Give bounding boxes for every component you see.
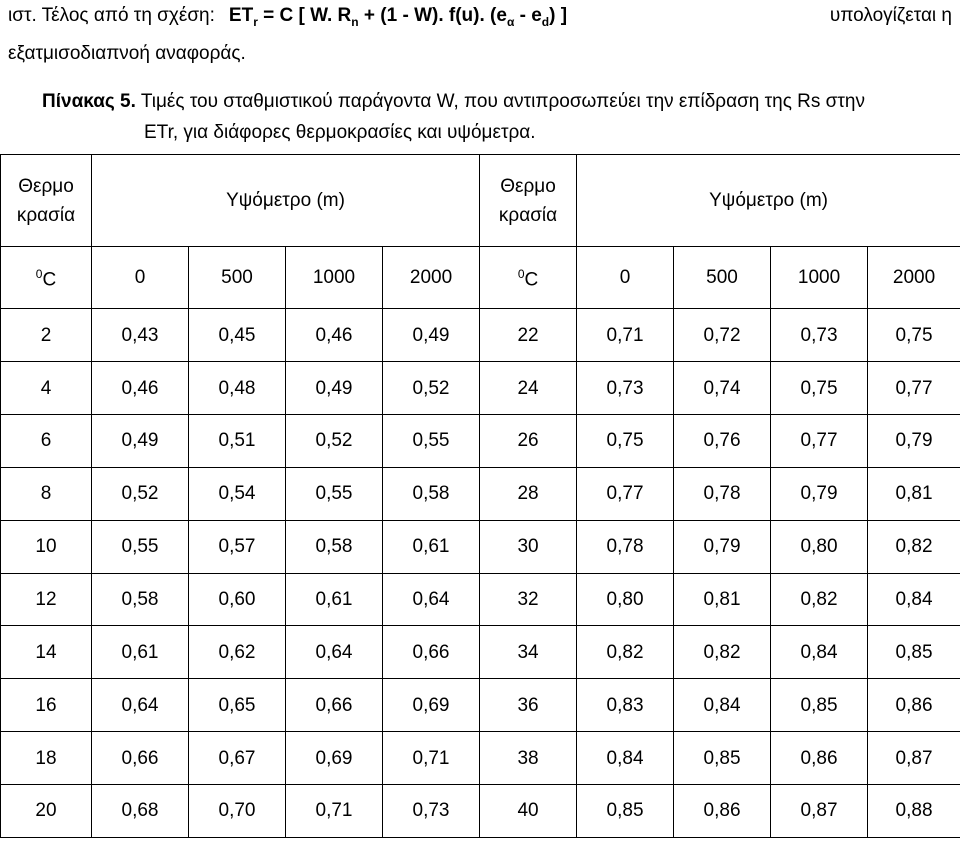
temperature-cell: 30 — [480, 520, 577, 573]
table-row — [1, 784, 960, 837]
w-value-cell: 0,69 — [383, 679, 480, 732]
caption-text: Τιμές του σταθμιστικού παράγοντα W, που αντιπροσωπεύει την επίδραση της Rs στην — [135, 91, 865, 112]
w-value-cell: 0,45 — [189, 309, 286, 362]
w-value-cell: 0,86 — [868, 679, 960, 732]
w-value-cell: 0,83 — [577, 679, 674, 732]
altitude-header-right: Υψόμετρο (m) — [577, 155, 960, 247]
table-row — [1, 414, 960, 467]
intro-lead-text: ιστ. Τέλος από τη σχέση: — [8, 5, 215, 26]
w-value-cell: 0,71 — [577, 309, 674, 362]
et-formula: $ET_r = C$ [ W. $R_n + (1 - W)$. f(u). $(e_\alpha - e_d)$ ] — [228, 5, 568, 29]
w-value-cell: 0,66 — [92, 732, 189, 785]
w-value-cell: 0,55 — [92, 520, 189, 573]
w-value-cell: 0,73 — [577, 362, 674, 415]
unit-cell-right: $^0$C — [480, 247, 577, 309]
w-value-cell: 0,48 — [189, 362, 286, 415]
w-value-cell: 0,71 — [286, 784, 383, 837]
w-value-cell: 0,75 — [771, 362, 868, 415]
w-value-cell: 0,87 — [771, 784, 868, 837]
w-value-cell: 0,68 — [92, 784, 189, 837]
w-value-cell: 0,84 — [577, 732, 674, 785]
caption-line-1 — [42, 86, 952, 117]
altitude-cell: 500 — [674, 247, 771, 309]
intro-line-1-left — [8, 0, 567, 38]
temperature-cell: 28 — [480, 467, 577, 520]
altitude-cell: 0 — [92, 247, 189, 309]
temperature-cell: 12 — [1, 573, 92, 626]
w-value-cell: 0,82 — [674, 626, 771, 679]
w-value-cell: 0,64 — [286, 626, 383, 679]
w-value-cell: 0,85 — [771, 679, 868, 732]
temperature-cell: 34 — [480, 626, 577, 679]
w-value-cell: 0,62 — [189, 626, 286, 679]
temperature-cell: 18 — [1, 732, 92, 785]
w-value-cell: 0,84 — [674, 679, 771, 732]
intro-line-1-end: υπολογίζεται η — [829, 5, 952, 26]
units-row — [1, 247, 960, 309]
w-value-cell: 0,43 — [92, 309, 189, 362]
w-value-cell: 0,79 — [674, 520, 771, 573]
w-value-cell: 0,84 — [868, 573, 960, 626]
altitude-cell: 500 — [189, 247, 286, 309]
w-value-cell: 0,61 — [383, 520, 480, 573]
temperature-cell: 32 — [480, 573, 577, 626]
altitude-header-left: Υψόμετρο (m) — [92, 155, 480, 247]
temperature-cell: 2 — [1, 309, 92, 362]
w-value-cell: 0,73 — [383, 784, 480, 837]
temperature-cell: 22 — [480, 309, 577, 362]
temperature-cell: 6 — [1, 414, 92, 467]
w-value-cell: 0,46 — [286, 309, 383, 362]
w-value-cell: 0,49 — [383, 309, 480, 362]
w-value-cell: 0,75 — [868, 309, 960, 362]
w-value-cell: 0,52 — [383, 362, 480, 415]
altitude-cell: 1000 — [771, 247, 868, 309]
w-value-cell: 0,58 — [286, 520, 383, 573]
intro-text — [8, 0, 952, 70]
altitude-cell: 1000 — [286, 247, 383, 309]
w-value-cell: 0,52 — [92, 467, 189, 520]
w-value-cell: 0,71 — [383, 732, 480, 785]
w-value-cell: 0,46 — [92, 362, 189, 415]
w-value-cell: 0,64 — [92, 679, 189, 732]
w-value-cell: 0,85 — [577, 784, 674, 837]
w-value-cell: 0,72 — [674, 309, 771, 362]
table-row — [1, 520, 960, 573]
temperature-cell: 20 — [1, 784, 92, 837]
w-value-cell: 0,49 — [286, 362, 383, 415]
w-value-cell: 0,75 — [577, 414, 674, 467]
altitude-cell: 2000 — [868, 247, 960, 309]
w-value-cell: 0,82 — [771, 573, 868, 626]
w-value-cell: 0,80 — [577, 573, 674, 626]
w-value-cell: 0,88 — [868, 784, 960, 837]
temperature-header-left: Θερμο κρασία — [1, 155, 92, 247]
caption-label: Πίνακας 5. — [42, 91, 136, 112]
weighting-factor-table — [0, 154, 960, 838]
intro-line-1 — [8, 0, 952, 38]
temperature-cell: 40 — [480, 784, 577, 837]
table-row — [1, 626, 960, 679]
temperature-cell: 8 — [1, 467, 92, 520]
temperature-cell: 38 — [480, 732, 577, 785]
w-value-cell: 0,54 — [189, 467, 286, 520]
w-value-cell: 0,57 — [189, 520, 286, 573]
w-value-cell: 0,80 — [771, 520, 868, 573]
w-value-cell: 0,65 — [189, 679, 286, 732]
w-value-cell: 0,79 — [771, 467, 868, 520]
intro-line-2: εξατμισοδιαπνοή αναφοράς. — [8, 42, 246, 64]
w-value-cell: 0,82 — [868, 520, 960, 573]
table-row — [1, 467, 960, 520]
w-value-cell: 0,74 — [674, 362, 771, 415]
w-value-cell: 0,70 — [189, 784, 286, 837]
altitude-cell: 2000 — [383, 247, 480, 309]
temperature-header-right: Θερμο κρασία — [480, 155, 577, 247]
table-row — [1, 679, 960, 732]
altitude-cell: 0 — [577, 247, 674, 309]
table-row — [1, 732, 960, 785]
w-value-cell: 0,61 — [92, 626, 189, 679]
temperature-cell: 14 — [1, 626, 92, 679]
temperature-cell: 4 — [1, 362, 92, 415]
w-value-cell: 0,55 — [286, 467, 383, 520]
w-value-cell: 0,81 — [868, 467, 960, 520]
w-value-cell: 0,64 — [383, 573, 480, 626]
w-value-cell: 0,81 — [674, 573, 771, 626]
w-value-cell: 0,82 — [577, 626, 674, 679]
w-value-cell: 0,76 — [674, 414, 771, 467]
w-value-cell: 0,52 — [286, 414, 383, 467]
table-row — [1, 573, 960, 626]
temperature-cell: 26 — [480, 414, 577, 467]
w-value-cell: 0,86 — [674, 784, 771, 837]
w-value-cell: 0,85 — [868, 626, 960, 679]
w-value-cell: 0,84 — [771, 626, 868, 679]
w-value-cell: 0,86 — [771, 732, 868, 785]
header-row — [1, 155, 960, 247]
table-caption — [42, 86, 952, 148]
temperature-cell: 10 — [1, 520, 92, 573]
w-value-cell: 0,66 — [286, 679, 383, 732]
w-value-cell: 0,67 — [189, 732, 286, 785]
w-value-cell: 0,77 — [868, 362, 960, 415]
temperature-cell: 16 — [1, 679, 92, 732]
table-row — [1, 309, 960, 362]
w-value-cell: 0,60 — [189, 573, 286, 626]
w-value-cell: 0,78 — [674, 467, 771, 520]
temperature-cell: 24 — [480, 362, 577, 415]
w-value-cell: 0,77 — [577, 467, 674, 520]
w-value-cell: 0,66 — [383, 626, 480, 679]
w-value-cell: 0,85 — [674, 732, 771, 785]
w-value-cell: 0,78 — [577, 520, 674, 573]
temperature-cell: 36 — [480, 679, 577, 732]
unit-cell-left: $^0$C — [1, 247, 92, 309]
w-value-cell: 0,69 — [286, 732, 383, 785]
table-body — [1, 155, 960, 838]
table-row — [1, 362, 960, 415]
w-value-cell: 0,55 — [383, 414, 480, 467]
w-value-cell: 0,58 — [383, 467, 480, 520]
caption-line-2: ETr, για διάφορες θερμοκρασίες και υψόμετρα. — [144, 122, 536, 143]
w-value-cell: 0,49 — [92, 414, 189, 467]
w-value-cell: 0,73 — [771, 309, 868, 362]
w-value-cell: 0,58 — [92, 573, 189, 626]
w-value-cell: 0,77 — [771, 414, 868, 467]
w-value-cell: 0,61 — [286, 573, 383, 626]
w-value-cell: 0,51 — [189, 414, 286, 467]
w-value-cell: 0,79 — [868, 414, 960, 467]
w-value-cell: 0,87 — [868, 732, 960, 785]
